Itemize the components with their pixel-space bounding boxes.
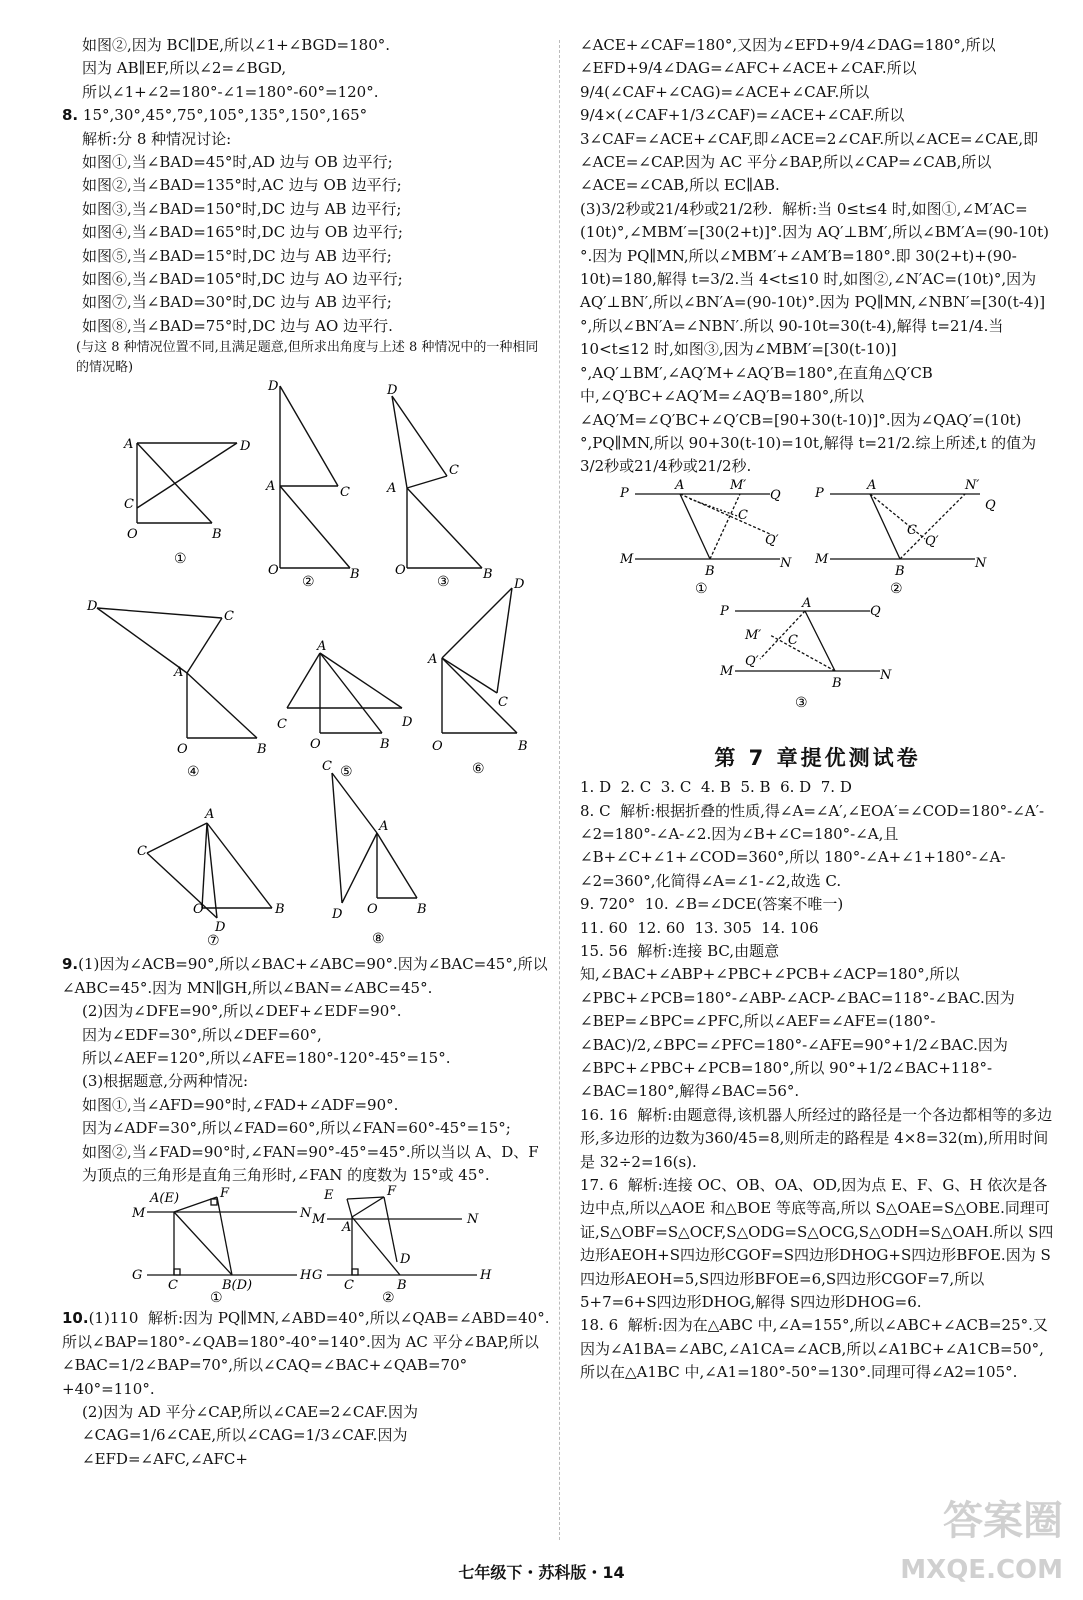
svg-text:N: N [975,555,987,571]
svg-text:Q′: Q′ [925,533,939,549]
svg-text:Q: Q [870,603,881,619]
svg-text:D: D [514,577,525,593]
text-line: 如图⑧,当∠BAD=75°时,DC 边与 AO 边平行. [82,316,393,335]
figure-caption: ⑤ [340,764,353,781]
svg-text:B: B [275,902,285,918]
svg-text:A: A [379,819,389,835]
svg-text:D: D [240,439,251,455]
q8-note: (与这 8 种情况位置不同,且满足题意,但所求出角度与上述 8 种情况中的一种相同的情况略) [76,340,539,376]
figure-4 [82,598,282,790]
q10-figure-3 [720,595,900,741]
q8-answer: 15°,30°,45°,75°,105°,135°,150°,165° [82,106,368,125]
answer-line: 9. 720° 10. ∠B=∠DCE(答案不唯一) [580,895,844,914]
svg-text:Q: Q [770,487,781,503]
figure-row-1 [62,378,550,593]
text-line: (2)因为∠DFE=90°,所以∠DEF+∠EDF=90°. [82,1002,402,1021]
svg-text:D: D [215,920,226,936]
svg-text:C: C [277,717,287,733]
text-line: 如图①,当∠BAD=45°时,AD 边与 OB 边平行; [82,153,393,172]
text-line: 如图③,当∠BAD=150°时,DC 边与 AB 边平行; [82,199,402,218]
svg-text:A: A [867,477,877,493]
svg-text:C: C [322,759,332,775]
svg-text:E: E [324,1188,334,1204]
figure-caption: ② [302,574,315,591]
svg-text:N: N [467,1212,479,1228]
svg-text:C: C [498,695,508,711]
svg-text:D: D [87,599,98,615]
text-line: 因为∠ADF=30°,所以∠FAD=60°,所以∠FAN=60°-45°=15°; [82,1119,511,1138]
answer-line: 15. 56 解析:连接 BC,由题意知,∠BAC+∠ABP+∠PBC+∠PCB+∠ACP=180°,所以∠PBC+∠PCB=180°-∠ABP-∠ACP-∠BAC=118°-∠BAC.因为∠BEP=∠BPC=∠PFC,所以∠AEF=∠AFE=(180°-∠BAC)/2,∠BPC=∠PFC=180°-∠AFE=90°+1/2∠BAC.因为∠BPC+∠PBC+∠PCB=180°,所以 90°+1/2∠BAC+118°-∠BAC=180°,解得∠BAC=56°. [580,941,1015,1101]
q9-figure-1 [132,1187,312,1312]
svg-text:P: P [620,485,629,501]
svg-text:O: O [177,742,188,758]
svg-text:O: O [127,527,138,543]
svg-text:C: C [168,1278,178,1294]
svg-text:A: A [342,1220,352,1236]
svg-text:A: A [428,652,438,668]
text-line: 如图④,当∠BAD=165°时,DC 边与 OB 边平行; [82,223,403,242]
answer-line: 1. D 2. C 3. C 4. B 5. B 6. D 7. D [580,778,852,797]
figure-caption: ① [210,1290,223,1307]
q9-figure-2 [312,1184,492,1312]
svg-text:M: M [312,1212,326,1228]
text-line: 所以∠1+∠2=180°-∠1=180°-60°=120°. [82,82,379,101]
svg-text:M′: M′ [730,477,747,493]
svg-text:H: H [480,1268,492,1284]
svg-text:F: F [387,1184,397,1200]
svg-text:C: C [224,609,234,625]
svg-text:G: G [312,1268,323,1284]
svg-text:O: O [268,563,279,579]
text-line: (1)因为∠ACB=90°,所以∠BAC+∠ABC=90°.因为∠BAC=45°,所以∠ABC=45°.因为 MN∥GH,所以∠BAN=∠ABC=45°. [62,955,548,997]
figure-8 [317,758,437,955]
text-line: (1)110 解析:因为 PQ∥MN,∠ABD=40°,所以∠QAB=∠ABD=40°.所以∠BAP=180°-∠QAB=180°-40°=140°.因为 AC 平分∠BAP,所以∠BAC=1/2∠BAP=70°,所以∠CAQ=∠BAC+∠QAB=70°+40°=110°. [62,1309,550,1398]
svg-text:C: C [124,497,134,513]
svg-text:A: A [174,665,184,681]
svg-text:O: O [432,739,443,755]
text-line: 如图⑥,当∠BAD=105°时,DC 边与 AO 边平行; [82,270,403,289]
q9-figures [62,1184,550,1307]
svg-text:B(D): B(D) [222,1278,253,1294]
svg-text:G: G [132,1268,143,1284]
svg-text:B: B [483,567,493,583]
figure-7 [137,793,287,955]
text-line: 如图②,因为 BC∥DE,所以∠1+∠BGD=180°. [82,36,391,54]
svg-text:M: M [620,551,634,567]
text-line: 如图⑦,当∠BAD=30°时,DC 边与 AB 边平行; [82,293,392,312]
svg-text:N: N [300,1206,312,1222]
svg-text:D: D [268,379,279,395]
svg-text:B: B [518,739,528,755]
svg-text:B: B [257,742,267,758]
svg-text:A: A [205,807,215,823]
svg-text:C: C [449,463,459,479]
column-divider [559,40,560,1540]
answer-line: 8. C 解析:根据折叠的性质,得∠A=∠A′,∠EOA′=∠COD=180°-∠A′-∠2=180°-∠A-∠2.因为∠B+∠C=180°-∠A,且∠B+∠C+∠1+∠COD=360°,所以 180°-∠A+∠1+180°-∠A-∠2=360°,化简得∠A=∠1-∠2,故选 C. [580,801,1045,890]
text-line: (3)3/2秒或21/4秒或21/2秒. 解析:当 0≤t≤4 时,如图①,∠M′AC=(10t)°,∠MBM′=[30(2+t)]°.因为 AQ′⊥BM′,所以∠BM′A=(90-10t)°.因为 PQ∥MN,所以∠MBM′+∠AM′B=180°.即 30(2+t)+(90-10t)=180,解得 t=3/2.当 4<t≤10 时,如图②,∠N′AC=(10t)°,因为 AQ′⊥BN′,所以∠BN′A=(90-10t)°.因为 PQ∥MN,∠NBN′=[30(t-4)]°,所以∠BN′A=∠NBN′.所以 90-10t=30(t-4),解得 t=21/4.当 10<t≤12 时,如图③,因为∠MBM′=[30(t-10)]°,AQ′⊥BM′,∠AQ′M+∠AQ′B=180°,在直角△Q′CB 中,∠Q′BC+∠AQ′M=∠AQ′B=180°,所以∠AQ′M=∠Q′BC+∠Q′CB=[90+30(t-10)]°.因为∠QAQ′=(10t)°,PQ∥MN,所以 90+30(t-10)=10t,解得 t=21/2.综上所述,t 的值为3/2秒或21/4秒或21/2秒. [580,199,1049,476]
svg-text:O: O [395,563,406,579]
figure-caption: ③ [437,574,450,591]
svg-text:H: H [300,1268,312,1284]
svg-text:A: A [675,477,685,493]
page-footer: 七年级下・苏科版・14 [458,1563,625,1582]
text-line: (2)因为 AD 平分∠CAP,所以∠CAE=2∠CAF.因为∠CAG=1/6∠CAE,所以∠CAG=1/3∠CAF.因为∠EFD=∠AFC,∠AFC+ [82,1402,418,1468]
question-8 [62,104,550,378]
figure-caption: ② [382,1290,395,1307]
figure-caption: ① [174,551,187,568]
text-line: ∠ACE+∠CAF=180°,又因为∠EFD+9/4∠DAG=180°,所以∠EFD+9/4∠DAG=∠AFC+∠ACE+∠CAF.所以9/4(∠CAF+∠CAG)=∠ACE+∠CAF.所以9/4×(∠CAF+1/3∠CAF)=∠ACE+∠CAF.所以 3∠CAF=∠ACE+∠CAF,即∠ACE=2∠CAF.所以∠ACE=∠CAE,即∠ACE=∠CAP.因为 AC 平分∠BAP,所以∠CAP=∠CAB,所以∠ACE=∠CAB,所以 EC∥AB. [580,36,1039,195]
svg-text:N′: N′ [965,477,980,493]
q10-figures [580,479,1055,739]
svg-text:O: O [310,737,321,753]
figure-1 [112,438,262,590]
figure-3 [387,383,507,595]
figure-6 [422,578,542,790]
question-number: 9. [62,955,79,974]
svg-text:A: A [387,481,397,497]
svg-text:M′: M′ [745,627,762,643]
question-10 [62,1307,550,1471]
text-line: 如图②,当∠BAD=135°时,AC 边与 OB 边平行; [82,176,402,195]
figure-caption: ③ [795,694,808,711]
svg-text:B: B [380,737,390,753]
right-column [580,34,1055,1385]
svg-text:N: N [780,555,792,571]
svg-text:A(E): A(E) [150,1191,180,1207]
q7-continuation [62,34,550,104]
text-line: (3)根据题意,分两种情况: [82,1072,249,1091]
q10-figure-1 [620,479,800,606]
figure-row-3 [62,759,550,953]
svg-text:C: C [137,844,147,860]
text-line: 因为 AB∥EF,所以∠2=∠BGD, [82,59,287,78]
figure-caption: ① [695,580,708,597]
svg-text:B: B [895,563,905,579]
svg-text:O: O [193,902,204,918]
answer-line: 16. 16 解析:由题意得,该机器人所经过的路径是一个各边都相等的多边形,多边形的边数为360/45=8,则所走的路程是 4×8=32(m),所用时间是 32÷2=16(s). [580,1105,1053,1171]
figure-caption: ④ [187,764,200,781]
svg-text:O: O [367,902,378,918]
svg-text:D: D [402,715,413,731]
svg-text:D: D [387,383,398,399]
question-9 [62,953,550,1187]
svg-text:Q: Q [985,497,996,513]
svg-text:B: B [417,902,427,918]
svg-text:N: N [880,667,892,683]
figure-2 [260,378,370,595]
text-line: 如图②,当∠FAD=90°时,∠FAN=90°-45°=45°.所以当以 A、D、F 为顶点的三角形是直角三角形时,∠FAN 的度数为 15°或 45°. [82,1142,544,1184]
svg-text:Q′: Q′ [765,532,779,548]
svg-text:A: A [266,479,276,495]
text-line: 因为∠EDF=30°,所以∠DEF=60°, [82,1025,322,1044]
svg-text:P: P [720,603,729,619]
svg-text:D: D [400,1252,411,1268]
svg-text:A: A [802,595,812,611]
answer-line: 17. 6 解析:连接 OC、OB、OA、OD,因为点 E、F、G、H 依次是各边中点,所以△AOE 和△BOE 等底等高,所以 S△OAE=S△OBE.同理可证,S△OBF=S△OCF,S△ODG=S△OCG,S△ODH=S△OAH.所以 S四边形AEOH+S四边形CGOF=S四边形DHOG+S四边形BFOE.因为 S四边形AEOH=5,S四边形BFOE=6,S四边形CGOF=7,所以 5+7=6+S四边形DHOG,解得 S四边形DHOG=6. [580,1176,1054,1312]
question-number: 8. [62,106,79,125]
watermark-logo: 答案圈 MXQE.COM [900,1498,1063,1585]
svg-text:D: D [332,907,343,923]
figure-caption: ⑦ [207,933,220,950]
answer-line: 18. 6 解析:因为在△ABC 中,∠A=155°,所以∠ABC+∠ACB=25°.又因为∠A1BA=∠ABC,∠A1CA=∠ACB,所以∠A1BC+∠A1CB=50°,所以在△A1BC 中,∠A1=180°-50°=130°.同理可得∠A2=105°. [580,1316,1048,1382]
svg-text:M: M [132,1206,146,1222]
question-number: 10. [62,1309,89,1328]
figure-caption: ② [890,580,903,597]
text-line: 所以∠AEF=120°,所以∠AFE=180°-120°-45°=15°. [82,1048,451,1067]
svg-text:M: M [815,551,829,567]
answer-line: 11. 60 12. 60 13. 305 14. 106 [580,918,819,937]
svg-text:M: M [720,663,734,679]
svg-text:B: B [832,675,842,691]
left-column [62,34,550,1471]
svg-text:C: C [907,522,917,538]
answers-list [580,776,1055,1385]
svg-text:B: B [350,567,360,583]
svg-text:Q′: Q′ [745,653,759,669]
figure-caption: ⑥ [472,761,485,778]
svg-text:C: C [340,485,350,501]
figure-caption: ⑧ [372,931,385,948]
svg-text:C: C [738,507,748,523]
svg-text:F: F [220,1186,230,1202]
svg-text:A: A [317,639,327,655]
text-line: 如图①,当∠AFD=90°时,∠FAD+∠ADF=90°. [82,1095,399,1114]
svg-text:A: A [124,437,134,453]
svg-text:B: B [705,563,715,579]
svg-text:B: B [397,1278,407,1294]
text-line: 解析:分 8 种情况讨论: [82,129,232,148]
chapter-title: 第 7 章提优测试卷 [714,745,921,770]
svg-text:P: P [815,485,824,501]
figure-row-2 [62,577,550,783]
svg-text:C: C [344,1278,354,1294]
svg-text:C: C [788,632,798,648]
text-line: 如图⑤,当∠BAD=15°时,DC 边与 AB 边平行; [82,246,392,265]
q10-figure-2 [815,479,995,606]
svg-text:B: B [212,527,222,543]
